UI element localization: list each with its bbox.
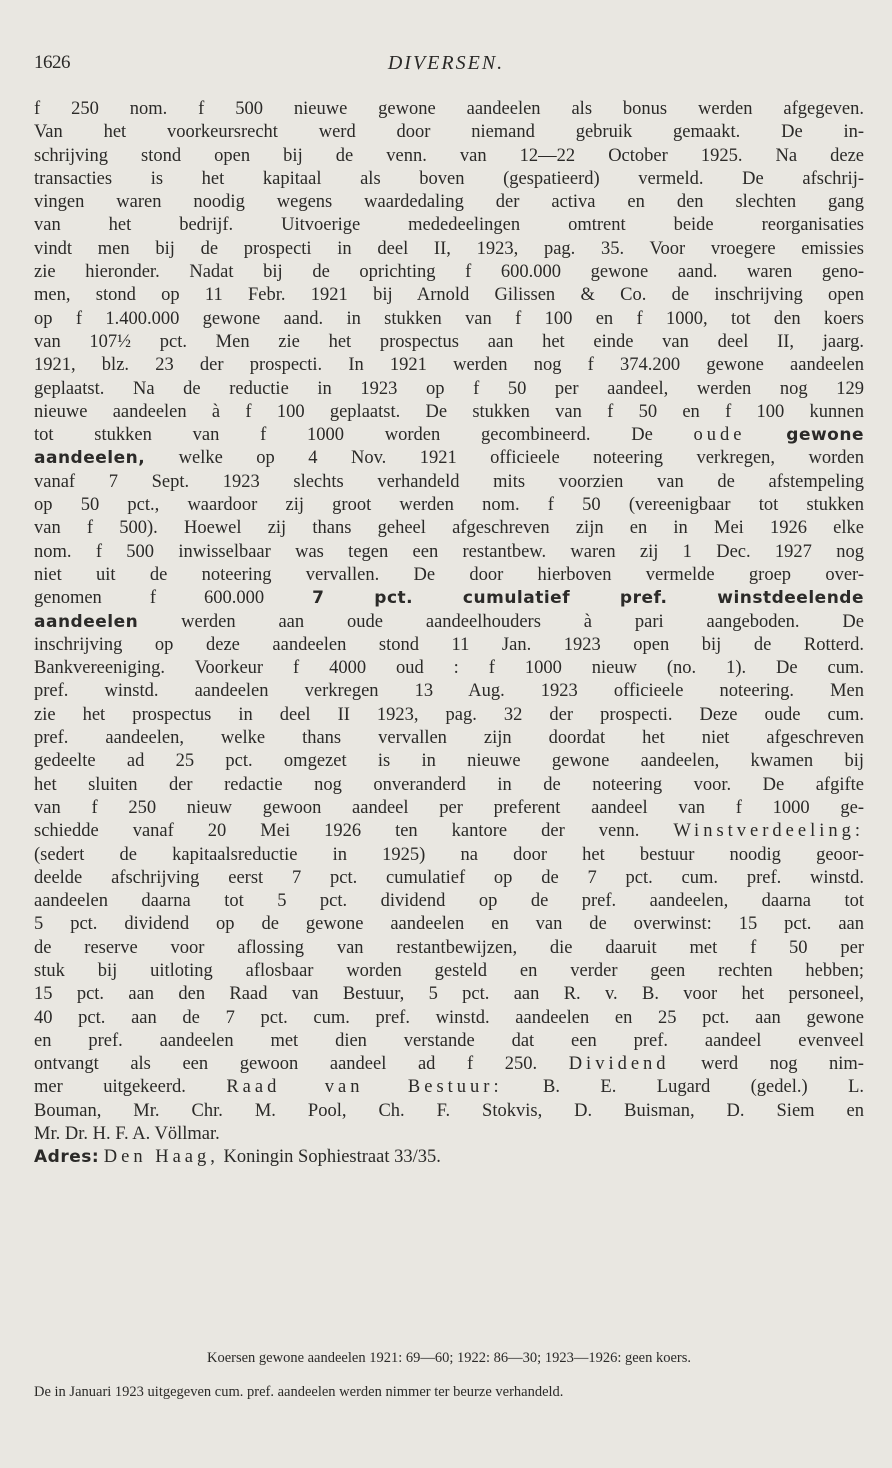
text-run: (sedert de kapitaalsreductie in 1925) na door het bestuur noodig geoor- xyxy=(34,844,864,865)
page-header xyxy=(34,52,858,80)
text-run: van het bedrijf. Uitvoerige mededeelingen omtrent beide reorganisaties xyxy=(34,215,864,236)
text-line xyxy=(34,937,864,960)
text-line xyxy=(34,378,864,401)
text-line xyxy=(34,447,864,470)
text-run: van f 500). Hoewel zij thans geheel afgeschreven zijn en in Mei 1926 elke xyxy=(34,518,864,539)
text-run: Raad van Bestuur: xyxy=(226,1077,503,1098)
text-line xyxy=(34,1146,864,1169)
text-run: aandeelen daarna tot 5 pct. dividend op de pref. aandeelen, daarna tot xyxy=(34,891,864,912)
text-line xyxy=(34,1007,864,1030)
text-run: Van het voorkeursrecht werd door niemand gebruik gemaakt. De in- xyxy=(34,122,864,143)
text-run: werd nog nim- xyxy=(669,1054,864,1075)
text-line xyxy=(34,214,864,237)
text-run: pref. winstd. aandeelen verkregen 13 Aug. 1923 officieele noteering. Men xyxy=(34,681,864,702)
text-line xyxy=(34,1030,864,1053)
text-line xyxy=(34,494,864,517)
text-run: Bouman, Mr. Chr. M. Pool, Ch. F. Stokvis, D. Buisman, D. Siem en xyxy=(34,1100,864,1121)
text-run: gewone xyxy=(786,425,864,446)
text-run: nom. f 500 inwisselbaar was tegen een restantbew. waren zij 1 Dec. 1927 nog xyxy=(34,541,864,562)
text-line xyxy=(34,820,864,843)
text-run: tot stukken van f 1000 worden gecombineerd. De xyxy=(34,425,694,446)
text-line xyxy=(34,98,864,121)
text-line xyxy=(34,517,864,540)
text-run: niet uit de noteering vervallen. De door hierboven vermelde groep over- xyxy=(34,564,864,585)
text-run: zie het prospectus in deel II 1923, pag. 32 der prospecti. Deze oude cum. xyxy=(34,704,864,725)
text-run: het sluiten der redactie nog onveranderd in de noteering voor. De afgifte xyxy=(34,774,864,795)
text-run: schiedde vanaf 20 Mei 1926 ten kantore der venn. xyxy=(34,821,674,842)
text-run: 1921, blz. 23 der prospecti. In 1921 werden nog f 374.200 gewone aandeelen xyxy=(34,355,864,376)
text-run: de reserve voor aflossing van restantbewijzen, die daaruit met f 50 per xyxy=(34,937,864,958)
text-run: mer uitgekeerd. xyxy=(34,1077,227,1098)
text-line xyxy=(34,727,864,750)
text-line xyxy=(34,238,864,261)
text-run: vanaf 7 Sept. 1923 slechts verhandeld mits voorzien van de afstempeling xyxy=(34,471,864,492)
text-line xyxy=(34,704,864,727)
text-run: oude xyxy=(693,425,746,446)
text-run: zie hieronder. Nadat bij de oprichting f 600.000 gewone aand. waren geno- xyxy=(34,262,864,283)
text-line xyxy=(34,867,864,890)
text-run: ontvangt als een gewoon aandeel ad f 250. xyxy=(34,1054,569,1075)
text-run: men, stond op 11 Febr. 1921 bij Arnold Gilissen & Co. de inschrijving open xyxy=(34,285,864,306)
text-run: 7 pct. cumulatief pref. winstdeelende xyxy=(312,588,864,609)
text-run: f 250 nom. f 500 nieuwe gewone aandeelen als bonus werden afgegeven. xyxy=(34,99,864,119)
text-run: Koningin Sophiestraat 33/35. xyxy=(218,1147,441,1168)
text-run: deelde afschrijving eerst 7 pct. cumulatief op de 7 pct. cum. pref. winstd. xyxy=(34,867,864,888)
text-line xyxy=(34,331,864,354)
body-text xyxy=(34,98,864,1170)
text-line xyxy=(34,890,864,913)
text-line xyxy=(34,121,864,144)
text-run: welke op 4 Nov. 1921 officieele noteering verkregen, worden xyxy=(145,448,864,469)
text-run: op 50 pct., waardoor zij groot werden nom. f 50 (vereenigbaar tot stukken xyxy=(34,495,864,516)
text-line xyxy=(34,308,864,331)
text-run: Dividend xyxy=(568,1054,670,1075)
text-run: genomen f 600.000 xyxy=(34,588,313,609)
text-line xyxy=(34,913,864,936)
page-number: 1626 xyxy=(34,52,70,73)
text-line xyxy=(34,960,864,983)
text-run: B. E. Lugard (gedel.) L. xyxy=(502,1077,864,1098)
remark-note: De in Januari 1923 uitgegeven cum. pref. aandeelen werden nimmer ter beurze verhandeld. xyxy=(34,1384,564,1400)
text-line xyxy=(34,634,864,657)
text-line xyxy=(34,750,864,773)
text-run: vindt men bij de prospecti in deel II, 1923, pag. 35. Voor vroegere emissies xyxy=(34,238,864,259)
text-run: op f 1.400.000 gewone aand. in stukken van f 100 en f 1000, tot den koers xyxy=(34,308,864,329)
text-line xyxy=(34,284,864,307)
text-line xyxy=(34,401,864,424)
text-line xyxy=(34,1076,864,1099)
text-run: transacties is het kapitaal als boven (gespatieerd) vermeld. De afschrij- xyxy=(34,168,864,189)
text-line xyxy=(34,564,864,587)
text-line xyxy=(34,1053,864,1076)
text-run: 40 pct. aan de 7 pct. cum. pref. winstd. aandeelen en 25 pct. aan gewone xyxy=(34,1007,864,1028)
text-line xyxy=(34,471,864,494)
text-run: gedeelte ad 25 pct. omgezet is in nieuwe gewone aandeelen, kwamen bij xyxy=(34,751,864,772)
text-line xyxy=(34,145,864,168)
text-line xyxy=(34,774,864,797)
text-line xyxy=(34,983,864,1006)
text-run: van f 250 nieuw gewoon aandeel per preferent aandeel van f 1000 ge- xyxy=(34,797,864,818)
text-line xyxy=(34,844,864,867)
text-line xyxy=(34,657,864,680)
text-run: Winstverdeeling: xyxy=(673,821,864,842)
text-line xyxy=(34,1123,864,1146)
text-line xyxy=(34,611,864,634)
text-run: 5 pct. dividend op de gewone aandeelen en van de overwinst: 15 pct. aan xyxy=(34,914,864,935)
text-line xyxy=(34,680,864,703)
text-run: inschrijving op deze aandeelen stond 11 Jan. 1923 open bij de Rotterd. xyxy=(34,634,864,655)
text-run: nieuwe aandeelen à f 100 geplaatst. De stukken van f 50 en f 100 kunnen xyxy=(34,401,864,422)
text-line xyxy=(34,191,864,214)
text-run: stuk bij uitloting aflosbaar worden gesteld en verder geen rechten hebben; xyxy=(34,960,864,981)
text-line xyxy=(34,424,864,447)
text-run: aandeelen, xyxy=(34,448,146,469)
text-run: aandeelen xyxy=(34,611,139,632)
text-line xyxy=(34,168,864,191)
text-line xyxy=(34,1100,864,1123)
text-run: Adres: xyxy=(34,1147,100,1168)
koersen-note: Koersen gewone aandeelen 1921: 69—60; 1922: 86—30; 1923—1926: geen koers. xyxy=(206,1350,692,1366)
text-run xyxy=(746,425,787,445)
text-run: pref. aandeelen, welke thans vervallen zijn doordat het niet afgeschreven xyxy=(34,728,864,749)
text-run: Den Haag, xyxy=(103,1147,219,1168)
text-line xyxy=(34,587,864,610)
text-run: geplaatst. Na de reductie in 1923 op f 50 per aandeel, werden nog 129 xyxy=(34,378,864,399)
text-run: en pref. aandeelen met dien verstande dat een pref. aandeel evenveel xyxy=(34,1030,864,1051)
text-run: van 107½ pct. Men zie het prospectus aan het einde van deel II, jaarg. xyxy=(34,331,864,352)
text-run: 15 pct. aan den Raad van Bestuur, 5 pct. aan R. v. B. voor het personeel, xyxy=(34,984,864,1005)
text-run: Bankvereeniging. Voorkeur f 4000 oud : f 1000 nieuw (no. 1). De cum. xyxy=(34,658,864,679)
text-line xyxy=(34,541,864,564)
text-run: werden aan oude aandeelhouders à pari aangeboden. De xyxy=(138,611,864,632)
text-line xyxy=(34,354,864,377)
text-line xyxy=(34,797,864,820)
text-line xyxy=(34,261,864,284)
text-run: schrijving stond open bij de venn. van 12—22 October 1925. Na deze xyxy=(34,145,864,166)
running-head: DIVERSEN. xyxy=(387,52,505,74)
text-run: vingen waren noodig wegens waardedaling der activa en den slechten gang xyxy=(34,192,864,213)
text-run: Mr. Dr. H. F. A. Völlmar. xyxy=(34,1124,220,1145)
